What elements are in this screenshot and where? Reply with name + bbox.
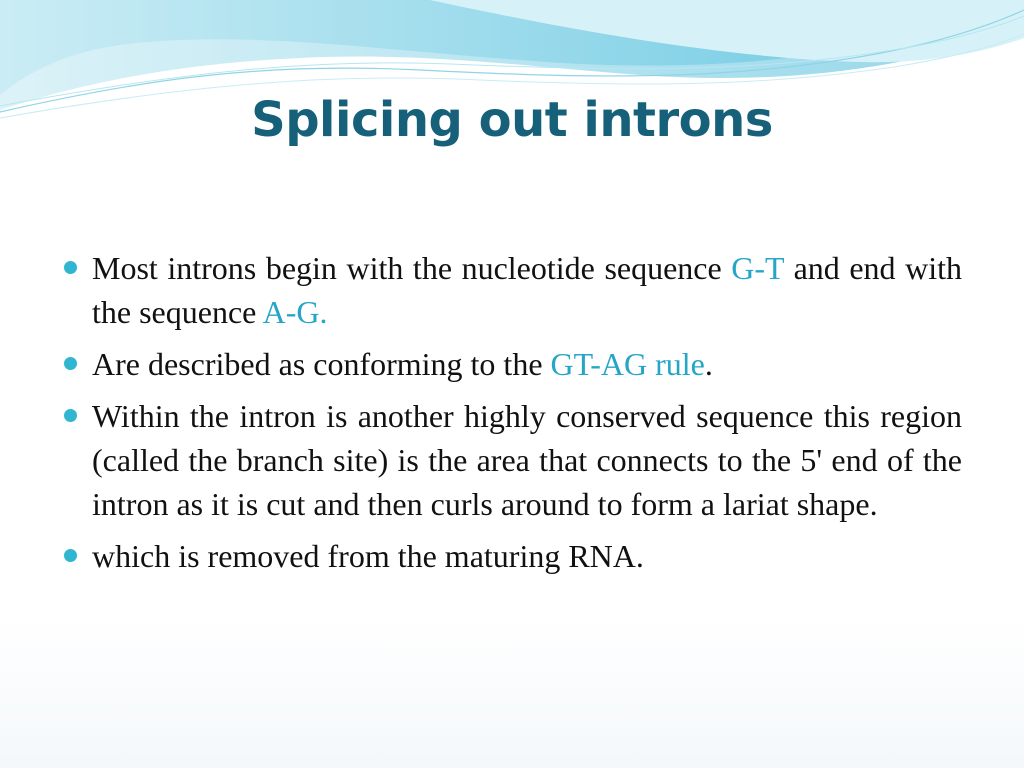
bullet-item [64,246,962,334]
highlight-text: GT-AG rule [550,346,705,382]
bullet-dot-icon [64,549,77,562]
bullet-item [64,394,962,526]
bullet-item [64,342,962,386]
slide-title: Splicing out introns [251,92,773,148]
bullet-list [64,246,962,586]
bullet-dot-icon [64,261,77,274]
bullet-text: and end with the sequence [92,250,963,330]
bullet-dot-icon [64,409,77,422]
highlight-text: G-T [731,250,785,286]
bullet-item [64,534,962,578]
bullet-text: . [704,346,713,382]
bullet-text: Are described as conforming to the [92,346,551,382]
bullet-dot-icon [64,357,77,370]
highlight-text: A-G. [262,294,328,330]
bullet-text: Within the intron is another highly conserved sequence this region (called the branch site) is the area that connects to the 5' end of the intron as it is cut and then curls around to form a lariat shape. [92,398,962,522]
bullet-text: which is removed from the maturing RNA. [92,538,644,574]
bullet-text: Most introns begin with the nucleotide sequence [92,250,732,286]
